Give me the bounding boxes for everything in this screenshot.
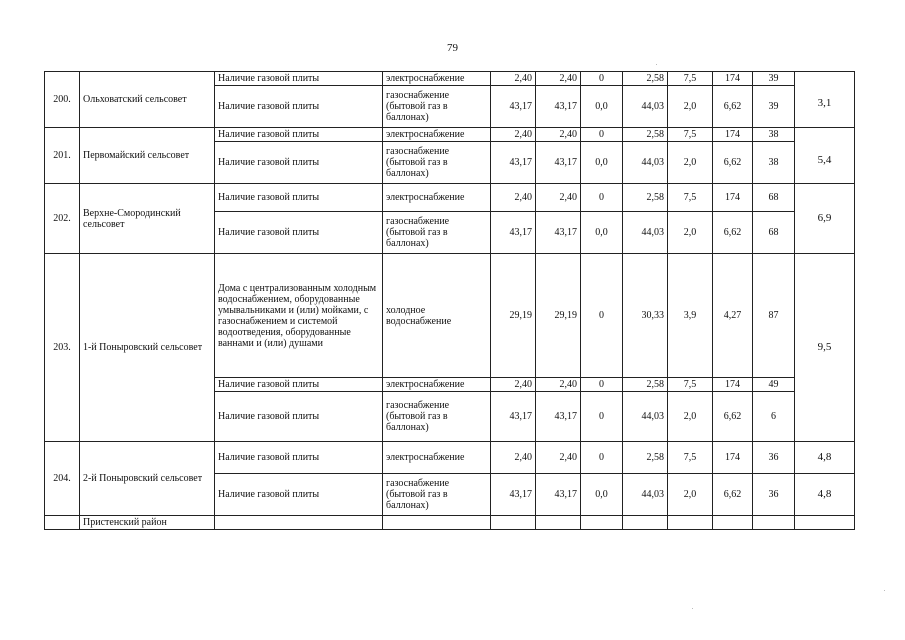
value-cell: 43,17	[491, 86, 536, 128]
value-cell: 43,17	[536, 86, 581, 128]
value-cell: 2,40	[491, 128, 536, 142]
condition-cell: Наличие газовой плиты	[215, 474, 383, 516]
service-type-cell: газоснабжение (бытовой газ в баллонах)	[383, 392, 491, 442]
value-cell: 44,03	[623, 392, 668, 442]
value-cell: 7,5	[668, 72, 713, 86]
total-cell: 9,5	[795, 254, 855, 442]
value-cell: 6	[753, 392, 795, 442]
value-cell: 38	[753, 142, 795, 184]
total-cell: 6,9	[795, 184, 855, 254]
value-cell: 36	[753, 474, 795, 516]
row-number: 204.	[45, 442, 80, 516]
value-cell: 174	[713, 184, 753, 212]
service-type-cell: электроснабжение	[383, 184, 491, 212]
total-cell: 4,8	[795, 474, 855, 516]
section-row	[45, 516, 855, 530]
value-cell: 44,03	[623, 142, 668, 184]
value-cell: 43,17	[536, 474, 581, 516]
table-row	[45, 128, 855, 142]
value-cell: 2,40	[536, 378, 581, 392]
value-cell: 2,0	[668, 142, 713, 184]
value-cell: 0,0	[581, 474, 623, 516]
value-cell: 68	[753, 184, 795, 212]
value-cell: 36	[753, 442, 795, 474]
value-cell: 29,19	[491, 254, 536, 378]
row-number: 202.	[45, 184, 80, 254]
table-row	[45, 254, 855, 378]
section-title: Пристенский район	[80, 516, 215, 530]
value-cell: 174	[713, 128, 753, 142]
value-cell: 2,58	[623, 72, 668, 86]
value-cell: 6,62	[713, 142, 753, 184]
condition-cell: Дома с централизованным холодным водоснабжением, оборудованные умывальниками и (или) мойками, с газоснабжением и системой водоотведения, оборудованные ваннами и (или) душами	[215, 254, 383, 378]
value-cell: 2,58	[623, 378, 668, 392]
value-cell: 0	[581, 378, 623, 392]
value-cell: 7,5	[668, 128, 713, 142]
value-cell: 38	[753, 128, 795, 142]
value-cell: 6,62	[713, 212, 753, 254]
value-cell: 43,17	[491, 474, 536, 516]
service-type-cell: газоснабжение (бытовой газ в баллонах)	[383, 474, 491, 516]
total-cell: 5,4	[795, 128, 855, 184]
value-cell: 2,40	[491, 442, 536, 474]
value-cell: 43,17	[536, 212, 581, 254]
value-cell: 2,0	[668, 212, 713, 254]
page-number: 79	[447, 42, 458, 54]
condition-cell: Наличие газовой плиты	[215, 72, 383, 86]
value-cell: 6,62	[713, 474, 753, 516]
value-cell: 43,17	[491, 142, 536, 184]
settlement-name: 2-й Поныровский сельсовет	[80, 442, 215, 516]
table-row	[45, 184, 855, 212]
value-cell: 30,33	[623, 254, 668, 378]
value-cell: 174	[713, 442, 753, 474]
service-type-cell: электроснабжение	[383, 128, 491, 142]
value-cell: 0	[581, 128, 623, 142]
scan-speck	[884, 590, 885, 591]
value-cell: 6,62	[713, 392, 753, 442]
value-cell: 0	[581, 392, 623, 442]
service-type-cell: холодное водоснабжение	[383, 254, 491, 378]
settlement-name: Ольховатский сельсовет	[80, 72, 215, 128]
value-cell: 2,40	[536, 184, 581, 212]
value-cell: 87	[753, 254, 795, 378]
value-cell: 7,5	[668, 378, 713, 392]
total-cell: 4,8	[795, 442, 855, 474]
value-cell: 43,17	[491, 392, 536, 442]
service-type-cell: электроснабжение	[383, 442, 491, 474]
condition-cell: Наличие газовой плиты	[215, 442, 383, 474]
value-cell: 2,40	[491, 184, 536, 212]
value-cell: 3,9	[668, 254, 713, 378]
table-row	[45, 72, 855, 86]
value-cell: 49	[753, 378, 795, 392]
service-type-cell: газоснабжение (бытовой газ в баллонах)	[383, 212, 491, 254]
value-cell: 29,19	[536, 254, 581, 378]
value-cell: 4,27	[713, 254, 753, 378]
scan-speck	[656, 64, 657, 65]
value-cell: 2,40	[536, 442, 581, 474]
value-cell: 43,17	[536, 392, 581, 442]
value-cell: 0	[581, 184, 623, 212]
service-type-cell: электроснабжение	[383, 378, 491, 392]
value-cell: 44,03	[623, 212, 668, 254]
condition-cell: Наличие газовой плиты	[215, 378, 383, 392]
value-cell: 2,0	[668, 474, 713, 516]
scan-speck	[692, 608, 693, 609]
service-type-cell: газоснабжение (бытовой газ в баллонах)	[383, 142, 491, 184]
value-cell: 7,5	[668, 184, 713, 212]
condition-cell: Наличие газовой плиты	[215, 142, 383, 184]
condition-cell: Наличие газовой плиты	[215, 86, 383, 128]
condition-cell: Наличие газовой плиты	[215, 184, 383, 212]
value-cell: 2,0	[668, 392, 713, 442]
service-type-cell: газоснабжение (бытовой газ в баллонах)	[383, 86, 491, 128]
tariff-table	[44, 71, 855, 530]
value-cell: 39	[753, 72, 795, 86]
value-cell: 43,17	[491, 212, 536, 254]
value-cell: 7,5	[668, 442, 713, 474]
value-cell: 68	[753, 212, 795, 254]
settlement-name: Первомайский сельсовет	[80, 128, 215, 184]
value-cell: 2,40	[536, 128, 581, 142]
total-cell: 3,1	[795, 72, 855, 128]
row-number: 203.	[45, 254, 80, 442]
row-number: 201.	[45, 128, 80, 184]
value-cell: 2,58	[623, 442, 668, 474]
value-cell: 44,03	[623, 474, 668, 516]
table-row	[45, 442, 855, 474]
value-cell: 0	[581, 254, 623, 378]
service-type-cell: электроснабжение	[383, 72, 491, 86]
value-cell: 2,58	[623, 184, 668, 212]
value-cell: 2,40	[536, 72, 581, 86]
value-cell: 174	[713, 72, 753, 86]
value-cell: 6,62	[713, 86, 753, 128]
value-cell: 0	[581, 72, 623, 86]
condition-cell: Наличие газовой плиты	[215, 128, 383, 142]
value-cell: 2,40	[491, 72, 536, 86]
condition-cell: Наличие газовой плиты	[215, 392, 383, 442]
condition-cell: Наличие газовой плиты	[215, 212, 383, 254]
value-cell: 0,0	[581, 212, 623, 254]
value-cell: 39	[753, 86, 795, 128]
settlement-name: Верхне-Смородинский сельсовет	[80, 184, 215, 254]
value-cell: 0,0	[581, 86, 623, 128]
settlement-name: 1-й Поныровский сельсовет	[80, 254, 215, 442]
value-cell: 2,0	[668, 86, 713, 128]
value-cell: 0	[581, 442, 623, 474]
value-cell: 44,03	[623, 86, 668, 128]
value-cell: 2,40	[491, 378, 536, 392]
row-number: 200.	[45, 72, 80, 128]
value-cell: 0,0	[581, 142, 623, 184]
value-cell: 43,17	[536, 142, 581, 184]
value-cell: 2,58	[623, 128, 668, 142]
value-cell: 174	[713, 378, 753, 392]
